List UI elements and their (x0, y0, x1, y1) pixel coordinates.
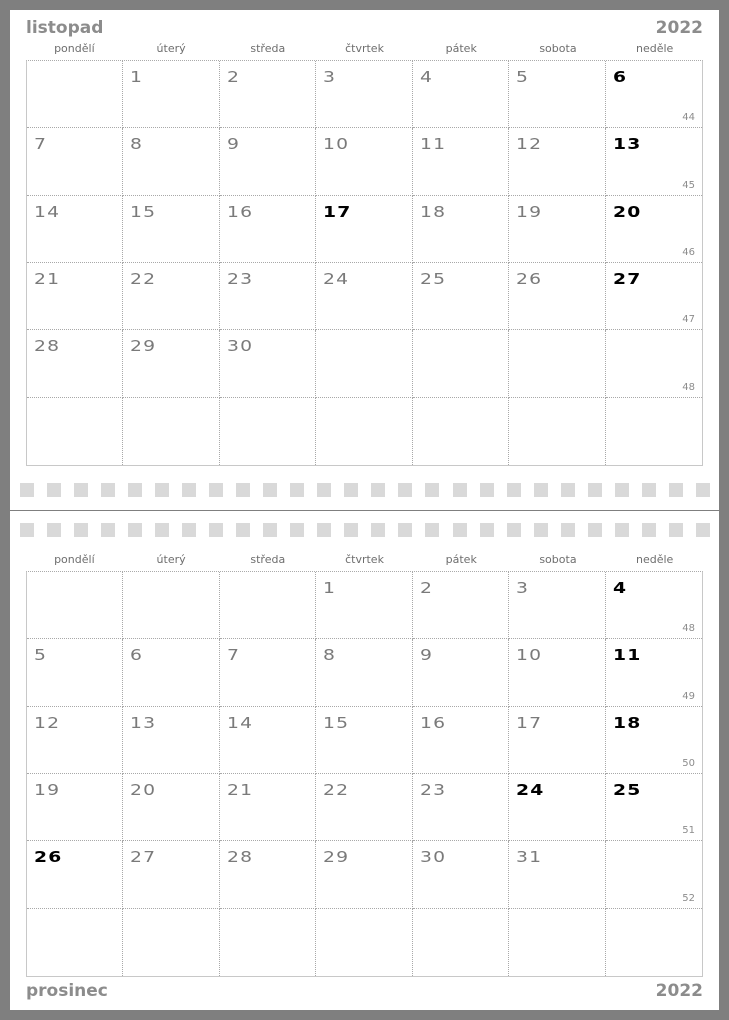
weekday-label: středa (250, 553, 286, 566)
cut-line-square (182, 483, 196, 497)
day-number: 21 (226, 781, 254, 799)
day-cell (509, 61, 605, 128)
cut-line-square (155, 523, 169, 537)
day-number: 24 (323, 270, 350, 288)
cut-line-square (290, 483, 304, 497)
calendar-grid (26, 571, 703, 977)
day-cell (27, 841, 123, 908)
day-cell (27, 707, 123, 774)
cut-line-square (317, 523, 331, 537)
day-number: 29 (130, 337, 157, 356)
day-cell (123, 909, 219, 976)
day-number: 28 (34, 337, 61, 356)
weekday-label: sobota (539, 42, 577, 55)
month-title: listopad (26, 18, 104, 38)
week-number: 52 (682, 892, 695, 904)
day-cell (509, 128, 605, 195)
day-number: 2 (226, 68, 241, 86)
day-cell (606, 572, 702, 639)
day-cell (606, 774, 702, 841)
weekday-label: pátek (445, 42, 477, 55)
day-cell (220, 774, 316, 841)
day-cell (123, 196, 219, 263)
day-number: 25 (612, 781, 642, 799)
day-number: 3 (516, 579, 530, 597)
day-cell (123, 572, 219, 639)
weekday-label: neděle (636, 42, 674, 55)
day-cell (316, 263, 412, 330)
day-cell (509, 909, 605, 976)
day-cell (220, 398, 316, 465)
day-cell (316, 707, 412, 774)
cut-line-square (47, 523, 61, 537)
day-cell (123, 774, 219, 841)
day-number: 18 (612, 713, 642, 732)
week-number: 44 (682, 112, 695, 124)
day-number: 18 (419, 202, 447, 221)
day-number: 15 (323, 713, 350, 732)
day-number: 25 (419, 270, 447, 288)
cut-line-square (507, 483, 521, 497)
day-number: 15 (130, 202, 157, 221)
day-cell (413, 572, 509, 639)
cut-line-square (182, 523, 196, 537)
day-cell (220, 639, 316, 706)
day-cell (123, 263, 219, 330)
week-number: 50 (682, 758, 695, 769)
day-cell (606, 639, 702, 706)
day-number: 14 (226, 713, 254, 732)
calendar-page-november (10, 10, 719, 510)
cut-line-square (371, 483, 385, 497)
day-number: 4 (419, 68, 433, 86)
cut-line-square (236, 483, 250, 497)
day-cell (220, 909, 316, 976)
cut-line-square (642, 523, 656, 537)
day-cell (606, 196, 702, 263)
day-number: 14 (34, 202, 61, 221)
day-cell (27, 572, 123, 639)
day-cell (27, 196, 123, 263)
cut-line-square (20, 523, 34, 537)
weekday-label: čtvrtek (345, 553, 384, 566)
day-cell (606, 841, 702, 908)
cut-line-square (425, 483, 439, 497)
day-number: 1 (130, 68, 144, 86)
weekday-label: úterý (156, 42, 186, 55)
weekday-label: sobota (539, 553, 577, 566)
cut-line-square (128, 523, 142, 537)
day-cell (123, 639, 219, 706)
day-cell (316, 909, 412, 976)
cut-line (20, 483, 710, 497)
day-number: 9 (226, 135, 241, 154)
day-cell (27, 128, 123, 195)
cut-line-square (290, 523, 304, 537)
day-cell (220, 572, 316, 639)
cut-line-square (480, 483, 494, 497)
day-number: 16 (419, 713, 447, 732)
day-cell (413, 330, 509, 397)
day-cell (509, 572, 605, 639)
day-number: 9 (419, 646, 433, 665)
calendar-page-december (10, 511, 719, 1010)
day-cell (316, 61, 412, 128)
day-cell (220, 196, 316, 263)
week-number: 49 (682, 690, 695, 702)
cut-line-square (561, 523, 575, 537)
day-cell (316, 774, 412, 841)
day-cell (220, 61, 316, 128)
day-cell (509, 707, 605, 774)
day-cell (413, 909, 509, 976)
cut-line-square (507, 523, 521, 537)
day-cell (606, 61, 702, 128)
day-number: 10 (323, 135, 350, 154)
cut-line-square (425, 523, 439, 537)
day-cell (220, 707, 316, 774)
day-number: 13 (612, 135, 642, 154)
day-number: 29 (323, 848, 350, 867)
day-number: 5 (516, 68, 530, 86)
day-number: 4 (612, 579, 627, 597)
day-cell (413, 774, 509, 841)
day-number: 6 (612, 68, 627, 86)
weekday-label: pondělí (54, 553, 95, 566)
day-cell (413, 398, 509, 465)
cut-line-square (74, 523, 88, 537)
day-cell (316, 572, 412, 639)
day-number: 12 (34, 713, 61, 732)
day-number: 22 (323, 781, 350, 799)
day-number: 27 (612, 270, 642, 288)
year-title: 2022 (655, 18, 703, 38)
day-cell (27, 61, 123, 128)
day-cell (509, 841, 605, 908)
day-cell (606, 128, 702, 195)
cut-line-square (453, 483, 467, 497)
day-number: 28 (226, 848, 254, 867)
cut-line-square (453, 523, 467, 537)
day-number: 13 (130, 713, 157, 732)
day-number: 7 (226, 646, 241, 665)
day-number: 7 (34, 135, 48, 154)
week-number: 45 (682, 179, 695, 191)
cut-line-square (696, 523, 710, 537)
day-cell (606, 707, 702, 774)
cut-line-square (155, 483, 169, 497)
day-number: 11 (612, 646, 642, 665)
day-cell (509, 263, 605, 330)
day-number: 1 (323, 579, 337, 597)
cut-line-square (128, 483, 142, 497)
weekday-label: čtvrtek (345, 42, 384, 55)
day-cell (413, 263, 509, 330)
cut-line-square (209, 523, 223, 537)
weekday-label: úterý (156, 553, 186, 566)
cut-line-square (615, 523, 629, 537)
week-number: 48 (682, 623, 695, 635)
day-cell (509, 639, 605, 706)
weekday-label: středa (250, 42, 286, 55)
cut-line-square (480, 523, 494, 537)
week-number: 47 (682, 314, 695, 326)
day-cell (413, 128, 509, 195)
weekday-label: pátek (445, 553, 477, 566)
day-number: 16 (226, 202, 254, 221)
day-cell (123, 398, 219, 465)
day-cell (27, 398, 123, 465)
cut-line-square (344, 523, 358, 537)
day-number: 11 (419, 135, 447, 154)
cut-line-square (398, 483, 412, 497)
day-number: 23 (226, 270, 254, 288)
day-number: 5 (34, 646, 48, 665)
day-cell (27, 330, 123, 397)
day-cell (606, 330, 702, 397)
cut-line-square (101, 523, 115, 537)
day-cell (220, 841, 316, 908)
day-number: 17 (323, 202, 352, 221)
day-cell (413, 196, 509, 263)
day-cell (123, 61, 219, 128)
week-number: 48 (682, 381, 695, 393)
day-number: 3 (323, 68, 337, 86)
day-cell (316, 639, 412, 706)
day-cell (27, 639, 123, 706)
cut-line-square (236, 523, 250, 537)
day-number: 30 (419, 848, 447, 867)
cut-line-square (588, 483, 602, 497)
cut-line-square (669, 523, 683, 537)
day-number: 27 (130, 848, 157, 867)
day-number: 8 (130, 135, 144, 154)
cut-line-square (371, 523, 385, 537)
day-number: 6 (130, 646, 144, 665)
cut-line-square (47, 483, 61, 497)
day-cell (606, 398, 702, 465)
day-number: 17 (516, 713, 543, 732)
day-cell (316, 196, 412, 263)
day-number: 30 (226, 337, 254, 356)
cut-line-square (101, 483, 115, 497)
day-cell (27, 909, 123, 976)
cut-line-square (344, 483, 358, 497)
day-number: 19 (516, 202, 543, 221)
calendar-grid (26, 60, 703, 466)
day-cell (413, 841, 509, 908)
day-number: 20 (612, 202, 642, 221)
day-cell (606, 909, 702, 976)
cut-line-square (534, 483, 548, 497)
cut-line (20, 523, 710, 537)
week-number: 51 (682, 825, 695, 837)
day-cell (27, 263, 123, 330)
day-cell (509, 196, 605, 263)
day-number: 8 (323, 646, 337, 665)
weekday-header (26, 552, 703, 568)
day-cell (316, 398, 412, 465)
day-cell (316, 330, 412, 397)
day-cell (413, 707, 509, 774)
cut-line-square (398, 523, 412, 537)
day-number: 26 (34, 848, 63, 867)
weekday-label: neděle (636, 553, 674, 566)
day-cell (509, 774, 605, 841)
cut-line-square (263, 523, 277, 537)
cut-line-square (74, 483, 88, 497)
cut-line-square (588, 523, 602, 537)
cut-line-square (696, 483, 710, 497)
cut-line-square (209, 483, 223, 497)
day-cell (27, 774, 123, 841)
day-number: 20 (130, 781, 157, 799)
cut-line-square (263, 483, 277, 497)
day-number: 24 (516, 781, 545, 799)
day-number: 21 (34, 270, 61, 288)
weekday-header (26, 41, 703, 57)
cut-line-square (317, 483, 331, 497)
day-number: 2 (419, 579, 433, 597)
day-number: 22 (130, 270, 157, 288)
day-cell (123, 330, 219, 397)
day-number: 31 (516, 848, 543, 867)
day-cell (123, 841, 219, 908)
cut-line-square (642, 483, 656, 497)
cut-line-square (20, 483, 34, 497)
day-cell (123, 128, 219, 195)
day-cell (413, 639, 509, 706)
day-number: 12 (516, 135, 543, 154)
cut-line-square (534, 523, 548, 537)
day-cell (509, 330, 605, 397)
cut-line-square (669, 483, 683, 497)
week-number: 46 (682, 247, 695, 258)
day-cell (606, 263, 702, 330)
day-number: 26 (516, 270, 543, 288)
weekday-label: pondělí (54, 42, 95, 55)
day-cell (220, 128, 316, 195)
day-cell (509, 398, 605, 465)
day-number: 23 (419, 781, 447, 799)
year-title: 2022 (655, 981, 703, 1001)
day-cell (123, 707, 219, 774)
day-cell (316, 841, 412, 908)
month-title: prosinec (26, 981, 108, 1001)
day-number: 19 (34, 781, 61, 799)
day-cell (220, 330, 316, 397)
cut-line-square (561, 483, 575, 497)
day-cell (316, 128, 412, 195)
day-number: 10 (516, 646, 543, 665)
day-cell (413, 61, 509, 128)
cut-line-square (615, 483, 629, 497)
day-cell (220, 263, 316, 330)
